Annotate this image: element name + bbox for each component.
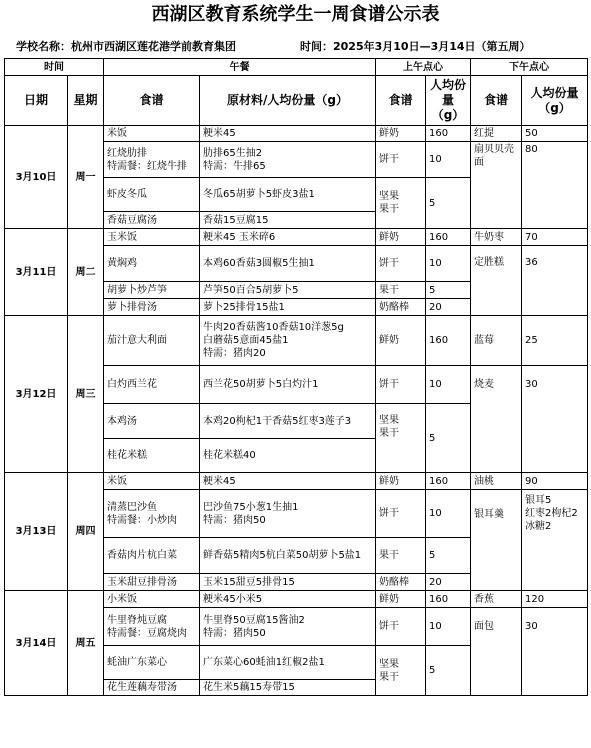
header-time: 时间 <box>5 59 104 76</box>
lunch-recipe: 虾皮冬瓜 <box>104 178 200 212</box>
pm-snack-name: 蓝莓 <box>471 316 522 366</box>
header-ingredients: 原材料/人均份量（g） <box>200 76 376 126</box>
header-pm-qty: 人均份量（g） <box>522 76 588 126</box>
lunch-recipe: 茄汁意大利面 <box>104 316 200 366</box>
lunch-ingredients: 粳米45 <box>200 126 376 142</box>
lunch-recipe: 玉米甜豆排骨汤 <box>104 574 200 591</box>
am-snack-qty: 20 <box>426 574 471 591</box>
pm-snack-qty: 90 <box>522 473 588 490</box>
am-snack-name: 果干 <box>376 282 426 299</box>
lunch-recipe: 香菇肉片杭白菜 <box>104 538 200 574</box>
lunch-ingredients: 香菇15豆腐15 <box>200 212 376 229</box>
am-snack-qty: 160 <box>426 126 471 142</box>
header-am-qty: 人均份量（g） <box>426 76 471 126</box>
lunch-ingredients: 本鸡20枸杞1干香菇5红枣3莲子3 <box>200 404 376 439</box>
lunch-recipe: 米饭 <box>104 126 200 142</box>
am-snack-name: 果干 <box>376 538 426 574</box>
lunch-ingredients: 西兰花50胡萝卜5白灼汁1 <box>200 366 376 404</box>
lunch-recipe: 黄焖鸡 <box>104 246 200 282</box>
pm-snack-name: 油桃 <box>471 473 522 490</box>
lunch-ingredients: 粳米45 玉米碎6 <box>200 229 376 246</box>
am-snack-name: 鲜奶 <box>376 473 426 490</box>
am-snack-qty: 10 <box>426 366 471 404</box>
lunch-ingredients: 桂花米糕40 <box>200 439 376 473</box>
day-date: 3月12日 <box>5 316 68 473</box>
pm-snack-qty: 120 <box>522 591 588 608</box>
am-snack-qty: 5 <box>426 538 471 574</box>
am-snack-qty: 5 <box>426 646 471 696</box>
lunch-ingredients: 广东菜心60蚝油1红椒2盐1 <box>200 646 376 680</box>
am-snack-qty: 160 <box>426 591 471 608</box>
lunch-recipe: 清蒸巴沙鱼 特需餐：小炒肉 <box>104 490 200 538</box>
lunch-ingredients: 本鸡60香菇3圆椒5生抽1 <box>200 246 376 282</box>
header-am-recipe: 食谱 <box>376 76 426 126</box>
pm-snack-name: 烧麦 <box>471 366 522 473</box>
lunch-ingredients: 冬瓜65胡萝卜5虾皮3盐1 <box>200 178 376 212</box>
header-lunch: 午餐 <box>104 59 376 76</box>
pm-snack-name: 牛奶枣 <box>471 229 522 246</box>
pm-snack-name: 扇贝贝壳面 <box>471 142 522 229</box>
lunch-ingredients: 萝卜25排骨15盐1 <box>200 299 376 316</box>
menu-table <box>4 58 588 696</box>
pm-snack-qty: 36 <box>522 246 588 316</box>
school-name: 学校名称：杭州市西湖区莲花港学前教育集团 <box>16 40 236 53</box>
pm-snack-qty: 银耳5 红枣2枸杞2冰糖2 <box>522 490 588 591</box>
am-snack-name: 奶酪棒 <box>376 574 426 591</box>
lunch-recipe: 玉米饭 <box>104 229 200 246</box>
lunch-recipe: 花生莲藕寿带汤 <box>104 680 200 696</box>
am-snack-name: 饼干 <box>376 366 426 404</box>
lunch-recipe: 蚝油广东菜心 <box>104 646 200 680</box>
am-snack-qty: 10 <box>426 490 471 538</box>
pm-snack-qty: 30 <box>522 608 588 696</box>
header-date: 日期 <box>5 76 68 126</box>
header-pm-recipe: 食谱 <box>471 76 522 126</box>
am-snack-qty: 5 <box>426 178 471 229</box>
lunch-ingredients: 肋排65生抽2 特需：牛排65 <box>200 142 376 178</box>
am-snack-name: 鲜奶 <box>376 316 426 366</box>
day-weekday: 周三 <box>68 316 104 473</box>
lunch-ingredients: 牛里脊50豆腐15酱油2 特需：猪肉50 <box>200 608 376 646</box>
am-snack-qty: 5 <box>426 282 471 299</box>
lunch-recipe: 米饭 <box>104 473 200 490</box>
header-am-snack: 上午点心 <box>376 59 471 76</box>
pm-snack-qty: 30 <box>522 366 588 473</box>
pm-snack-name: 定胜糕 <box>471 246 522 316</box>
pm-snack-name: 香蕉 <box>471 591 522 608</box>
pm-snack-qty: 50 <box>522 126 588 142</box>
lunch-recipe: 桂花米糕 <box>104 439 200 473</box>
am-snack-name: 奶酪棒 <box>376 299 426 316</box>
lunch-ingredients: 鲜香菇5精肉5杭白菜50胡萝卜5盐1 <box>200 538 376 574</box>
day-date: 3月14日 <box>5 591 68 696</box>
header-recipe: 食谱 <box>104 76 200 126</box>
am-snack-name: 饼干 <box>376 490 426 538</box>
day-date: 3月10日 <box>5 126 68 229</box>
pm-snack-name: 红提 <box>471 126 522 142</box>
am-snack-name: 鲜奶 <box>376 126 426 142</box>
lunch-ingredients: 粳米45小米5 <box>200 591 376 608</box>
pm-snack-qty: 25 <box>522 316 588 366</box>
lunch-recipe: 小米饭 <box>104 591 200 608</box>
lunch-ingredients: 粳米45 <box>200 473 376 490</box>
lunch-recipe: 牛里脊炖豆腐 特需餐：豆腐烧肉 <box>104 608 200 646</box>
day-date: 3月13日 <box>5 473 68 591</box>
day-date: 3月11日 <box>5 229 68 316</box>
day-weekday: 周一 <box>68 126 104 229</box>
page-title: 西湖区教育系统学生一周食谱公示表 <box>151 4 440 25</box>
lunch-ingredients: 玉米15甜豆5排骨15 <box>200 574 376 591</box>
am-snack-qty: 10 <box>426 246 471 282</box>
lunch-recipe: 本鸡汤 <box>104 404 200 439</box>
am-snack-qty: 20 <box>426 299 471 316</box>
day-weekday: 周二 <box>68 229 104 316</box>
week-period: 时间：2025年3月10日—3月14日（第五周） <box>300 40 531 53</box>
lunch-recipe: 红烧肋排 特需餐：红烧牛排 <box>104 142 200 178</box>
pm-snack-name: 银耳羹 <box>471 490 522 591</box>
menu-body <box>5 126 588 696</box>
lunch-ingredients: 芦笋50百合5胡萝卜5 <box>200 282 376 299</box>
lunch-ingredients: 巴沙鱼75小葱1生抽1 特需：猪肉50 <box>200 490 376 538</box>
am-snack-qty: 5 <box>426 404 471 473</box>
pm-snack-name: 面包 <box>471 608 522 696</box>
am-snack-name: 鲜奶 <box>376 591 426 608</box>
am-snack-name: 坚果 果干 <box>376 404 426 473</box>
am-snack-name: 坚果 果干 <box>376 646 426 696</box>
lunch-ingredients: 牛肉20香菇酱10香菇10洋葱5g 白蘑菇5意面45盐1 特需：猪肉20 <box>200 316 376 366</box>
header-info <box>0 28 591 58</box>
am-snack-qty: 160 <box>426 316 471 366</box>
lunch-ingredients: 花生米5藕15寿带15 <box>200 680 376 696</box>
am-snack-name: 饼干 <box>376 246 426 282</box>
day-weekday: 周五 <box>68 591 104 696</box>
am-snack-qty: 10 <box>426 142 471 178</box>
am-snack-name: 坚果 果干 <box>376 178 426 229</box>
lunch-recipe: 萝卜排骨汤 <box>104 299 200 316</box>
lunch-recipe: 白灼西兰花 <box>104 366 200 404</box>
lunch-recipe: 香菇豆腐汤 <box>104 212 200 229</box>
header-weekday: 星期 <box>68 76 104 126</box>
am-snack-qty: 160 <box>426 473 471 490</box>
lunch-recipe: 胡萝卜炒芦笋 <box>104 282 200 299</box>
pm-snack-qty: 70 <box>522 229 588 246</box>
header-pm-snack: 下午点心 <box>471 59 588 76</box>
pm-snack-qty: 80 <box>522 142 588 229</box>
am-snack-qty: 160 <box>426 229 471 246</box>
day-weekday: 周四 <box>68 473 104 591</box>
am-snack-qty: 10 <box>426 608 471 646</box>
am-snack-name: 饼干 <box>376 142 426 178</box>
am-snack-name: 鲜奶 <box>376 229 426 246</box>
am-snack-name: 饼干 <box>376 608 426 646</box>
